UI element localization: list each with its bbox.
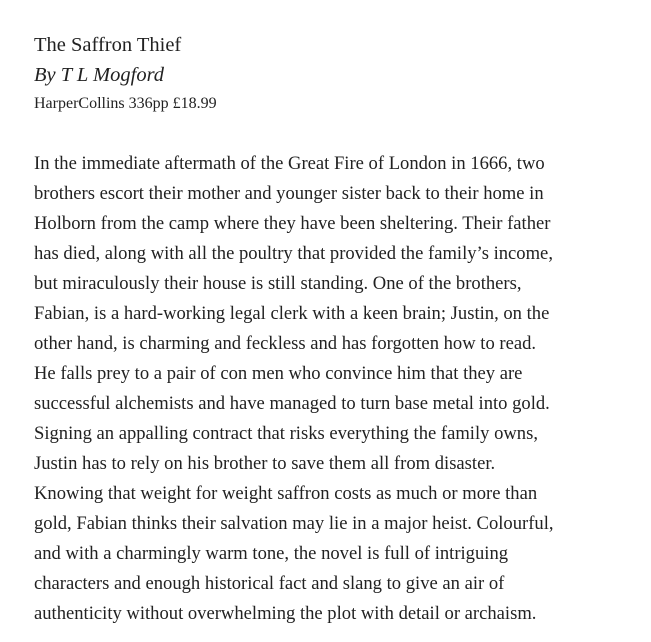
review-line: characters and enough historical fact and slang to give an air of bbox=[34, 573, 505, 594]
review-line: Knowing that weight for weight saffron costs as much or more than bbox=[34, 483, 538, 504]
review-line: brothers escort their mother and younger sister back to their home in bbox=[34, 183, 544, 204]
review-line: authenticity without overwhelming the plot with detail or archaism. bbox=[34, 603, 537, 624]
review-line: but miraculously their house is still standing. One of the brothers, bbox=[34, 273, 522, 294]
review-line: Justin has to rely on his brother to save them all from disaster. bbox=[34, 453, 496, 474]
review-line: successful alchemists and have managed to turn base metal into gold. bbox=[34, 393, 550, 414]
review-line: Signing an appalling contract that risks everything the family owns, bbox=[34, 423, 538, 444]
review-line: Fabian, is a hard-working legal clerk with a keen brain; Justin, on the bbox=[34, 303, 550, 324]
review-paragraph bbox=[34, 149, 634, 629]
review-line: He falls prey to a pair of con men who convince him that they are bbox=[34, 363, 523, 384]
review-line: In the immediate aftermath of the Great Fire of London in 1666, two bbox=[34, 153, 545, 174]
review-line: and with a charmingly warm tone, the novel is full of intriguing bbox=[34, 543, 509, 564]
book-header bbox=[34, 30, 634, 118]
book-author: By T L Mogford bbox=[34, 64, 165, 86]
review-line: gold, Fabian thinks their salvation may lie in a major heist. Colourful, bbox=[34, 513, 554, 534]
review-line: other hand, is charming and feckless and has forgotten how to read. bbox=[34, 333, 537, 354]
review-line: has died, along with all the poultry that provided the family’s income, bbox=[34, 243, 553, 264]
book-publisher-details: HarperCollins 336pp £18.99 bbox=[34, 95, 217, 112]
review-line: Holborn from the camp where they have been sheltering. Their father bbox=[34, 213, 551, 234]
book-title: The Saffron Thief bbox=[34, 34, 182, 56]
